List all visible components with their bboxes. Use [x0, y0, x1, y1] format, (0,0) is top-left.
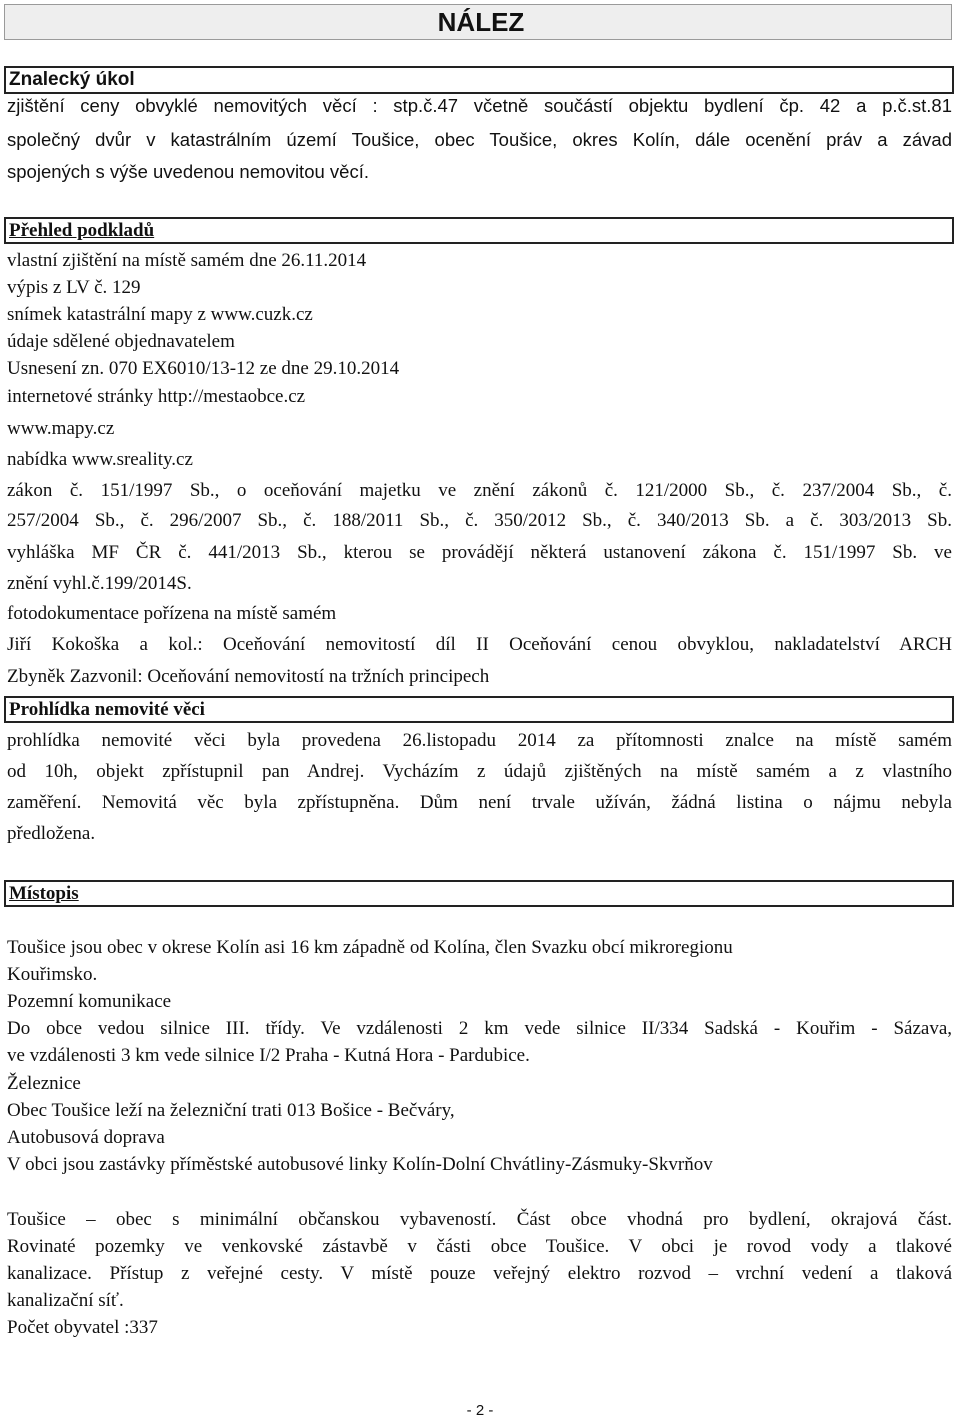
podklady-line: fotodokumentace pořízena na místě samém [7, 603, 337, 624]
mistopis-line: kanalizační síť. [7, 1290, 124, 1311]
podklady-line: vlastní zjištění na místě samém dne 26.11.2014 [7, 250, 367, 271]
ukol-line: zjištění ceny obvyklé nemovitých věcí : stp.č.47 včetně součástí objektu bydlení čp. 42 a p.č.st.81 [7, 95, 952, 116]
mistopis-line: Pozemní komunikace [7, 991, 172, 1012]
ukol-line: spojených s výše uvedenou nemovitou věcí. [7, 161, 369, 182]
podklady-line: Jiří Kokoška a kol.: Oceňování nemovitostí díl II Oceňování cenou obvyklou, nakladatelství ARCH [7, 634, 952, 655]
podklady-line: výpis z LV č. 129 [7, 277, 141, 298]
section-heading-ukol: Znalecký úkol [4, 66, 954, 94]
mistopis-line: kanalizace. Přístup z veřejné cesty. V místě pouze veřejný elektro rozvod – vrchní vedení a tlaková [7, 1263, 952, 1284]
mistopis-line: Obec Toušice leží na železniční trati 013 Bošice - Bečváry, [7, 1100, 455, 1121]
mistopis-line: Toušice – obec s minimální občanskou vybaveností. Část obce vhodná pro bydlení, okrajová část. [7, 1209, 952, 1230]
podklady-line: internetové stránky http://mestaobce.cz [7, 386, 306, 407]
page-title: NÁLEZ [4, 4, 952, 40]
podklady-line: www.mapy.cz [7, 418, 115, 439]
mistopis-line: Do obce vedou silnice III. třídy. Ve vzdálenosti 2 km vede silnice II/334 Sadská - Kouřim - Sázava, [7, 1018, 952, 1039]
podklady-line: 257/2004 Sb., č. 296/2007 Sb., č. 188/2011 Sb., č. 350/2012 Sb., č. 340/2013 Sb. a č. 303/2013 Sb. [7, 510, 952, 531]
podklady-line: údaje sdělené objednavatelem [7, 331, 235, 352]
section-heading-mistopis: Místopis [4, 880, 954, 907]
mistopis-line: ve vzdálenosti 3 km vede silnice I/2 Praha - Kutná Hora - Pardubice. [7, 1045, 530, 1066]
mistopis-line: V obci jsou zastávky příměstské autobusové linky Kolín-Dolní Chvátliny-Zásmuky-Skvrňov [7, 1154, 713, 1175]
mistopis-line: Toušice jsou obec v okrese Kolín asi 16 km západně od Kolína, člen Svazku obcí mikroregionu [7, 937, 733, 958]
section-heading-podklady: Přehled podkladů [4, 217, 954, 244]
podklady-line: Usnesení zn. 070 EX6010/13-12 ze dne 29.10.2014 [7, 358, 400, 379]
page-number: - 2 - [466, 1402, 494, 1419]
prohlidka-line: od 10h, objekt zpřístupnil pan Andrej. Vycházím z údajů zjištěných na místě samém a z vlastního [7, 761, 952, 782]
mistopis-line: Počet obyvatel :337 [7, 1317, 158, 1338]
prohlidka-line: předložena. [7, 823, 96, 844]
prohlidka-line: zaměření. Nemovitá věc byla zpřístupněna. Dům není trvale užíván, žádná listina o nájmu nebyla [7, 792, 952, 813]
mistopis-line: Železnice [7, 1073, 81, 1094]
prohlidka-line: prohlídka nemovité věci byla provedena 26.listopadu 2014 za přítomnosti znalce na místě samém [7, 730, 952, 751]
podklady-line: nabídka www.sreality.cz [7, 449, 193, 470]
podklady-line: Zbyněk Zazvonil: Oceňování nemovitostí na tržních principech [7, 666, 490, 687]
podklady-line: zákon č. 151/1997 Sb., o oceňování majetku ve znění zákonů č. 121/2000 Sb., č. 237/2004 Sb., č. [7, 480, 952, 501]
mistopis-line: Autobusová doprava [7, 1127, 165, 1148]
podklady-line: snímek katastrální mapy z www.cuzk.cz [7, 304, 313, 325]
ukol-line: společný dvůr v katastrálním území Toušice, obec Toušice, okres Kolín, dále ocenění práv a závad [7, 129, 952, 150]
mistopis-line: Rovinaté pozemky ve venkovské zástavbě v části obce Toušice. V obci je rovod vody a tlakové [7, 1236, 952, 1257]
section-heading-prohlidka: Prohlídka nemovité věci [4, 696, 954, 723]
mistopis-line: Kouřimsko. [7, 964, 98, 985]
podklady-line: znění vyhl.č.199/2014S. [7, 573, 192, 594]
podklady-line: vyhláška MF ČR č. 441/2013 Sb., kterou se provádějí některá ustanovení zákona č. 151/1997 Sb. ve [7, 542, 952, 563]
